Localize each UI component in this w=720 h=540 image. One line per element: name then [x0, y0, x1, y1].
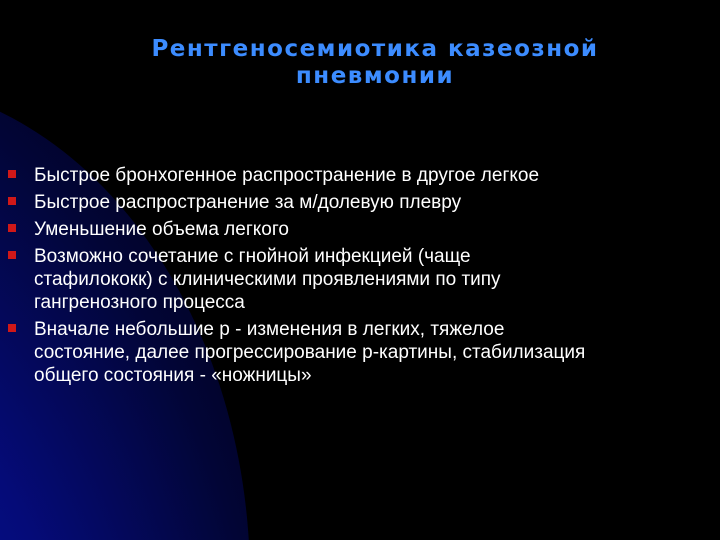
bullet-line: Уменьшение объема легкого	[34, 219, 289, 240]
red-square-bullet-icon	[8, 324, 16, 332]
slide-title	[60, 36, 690, 90]
bullet-line: Возможно сочетание с гнойной инфекцией (чаще	[34, 246, 471, 267]
slide-title-line-2: пневмонии	[295, 63, 455, 89]
bullet-text	[34, 245, 712, 314]
bullet-line: Вначале небольшие р - изменения в легких, тяжелое	[34, 319, 505, 340]
bullet-item-4	[6, 245, 712, 314]
bullet-line: гангренозного процесса	[34, 292, 245, 313]
bullet-list	[6, 164, 712, 391]
bullet-line: Быстрое распространение за м/долевую плевру	[34, 192, 462, 213]
red-square-bullet-icon	[8, 224, 16, 232]
bullet-text	[34, 318, 712, 387]
red-square-bullet-icon	[8, 170, 16, 178]
bullet-text	[34, 164, 712, 187]
bullet-line: общего состояния - «ножницы»	[34, 365, 312, 386]
slide-title-line-1: Рентгеносемиотика казеозной	[151, 36, 599, 62]
red-square-bullet-icon	[8, 197, 16, 205]
bullet-line: состояние, далее прогрессирование р-картины, стабилизация	[34, 342, 586, 363]
bullet-item-2	[6, 191, 712, 214]
bullet-item-5	[6, 318, 712, 387]
bullet-line: Быстрое бронхогенное распространение в другое легкое	[34, 165, 540, 186]
bullet-text	[34, 218, 712, 241]
bullet-line: стафилококк) с клиническими проявлениями по типу	[34, 269, 501, 290]
bullet-item-1	[6, 164, 712, 187]
bullet-text	[34, 191, 712, 214]
bullet-item-3	[6, 218, 712, 241]
red-square-bullet-icon	[8, 251, 16, 259]
